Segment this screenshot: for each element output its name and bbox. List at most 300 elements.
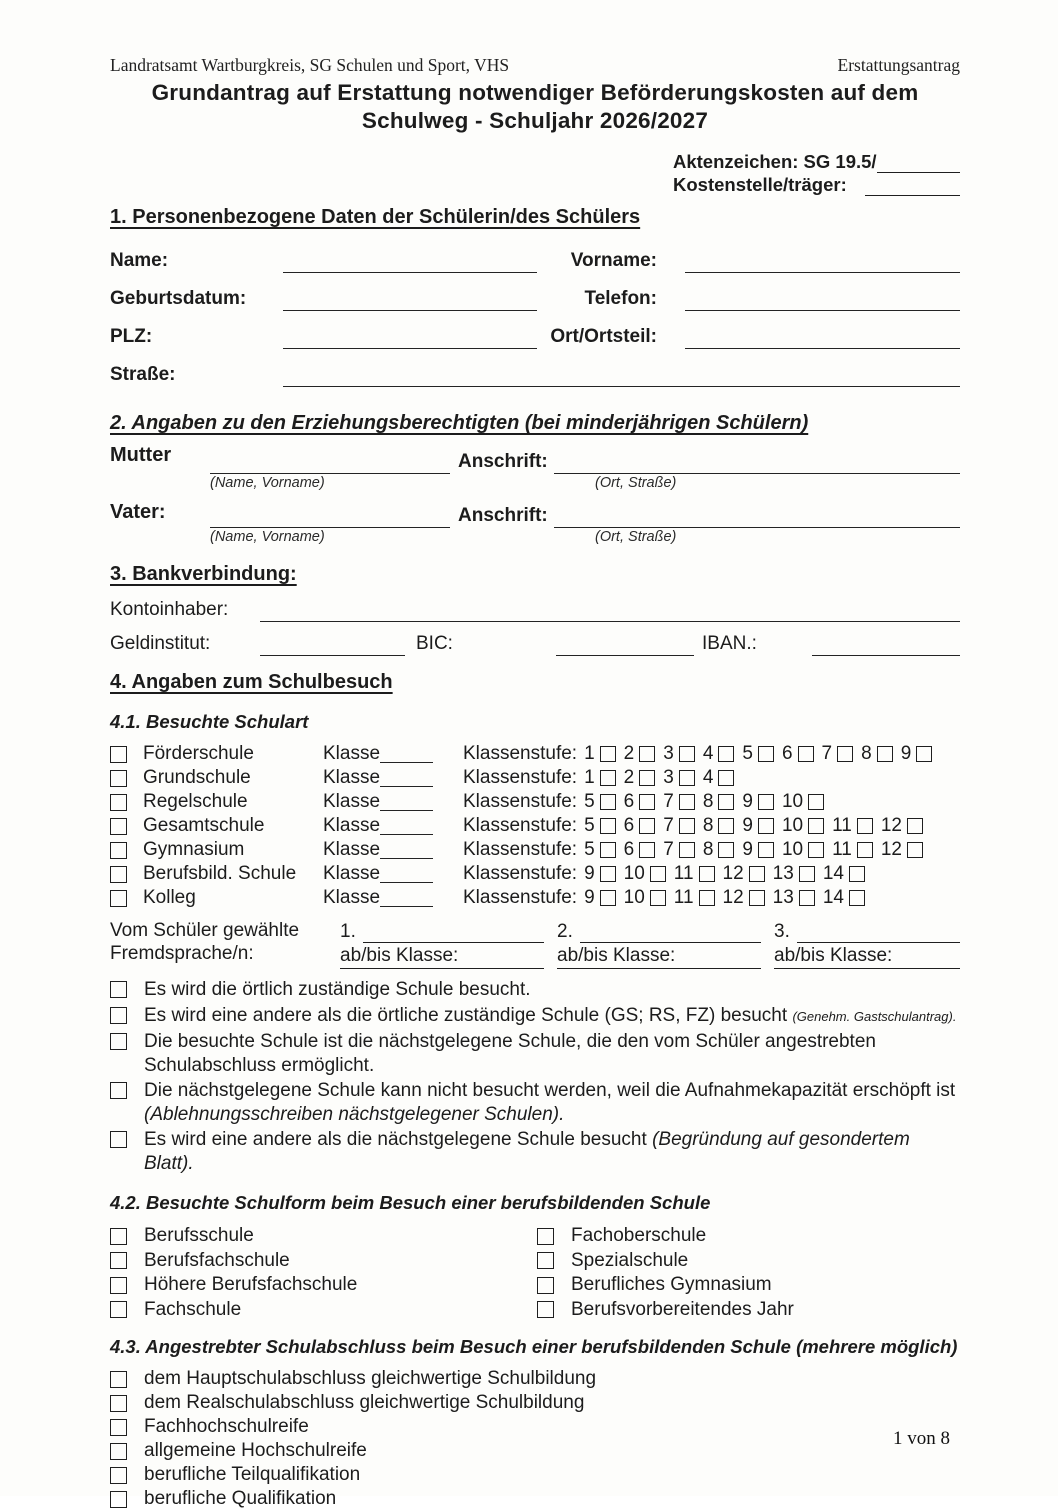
klassenstufe-checkbox[interactable] <box>639 770 655 786</box>
mutter-label: Mutter <box>110 444 172 466</box>
klassenstufe-number: 10 <box>781 839 804 860</box>
klassenstufe-options <box>584 815 931 837</box>
klassenstufe-checkbox[interactable] <box>718 794 734 810</box>
klassenstufe-option <box>624 839 656 861</box>
plz-input-line[interactable] <box>283 329 537 349</box>
klassenstufe-option <box>742 839 774 861</box>
statement-checkbox[interactable] <box>110 1007 127 1024</box>
klassenstufe-checkbox[interactable] <box>639 746 655 762</box>
klassenstufe-checkbox[interactable] <box>808 818 824 834</box>
klassenstufe-option <box>703 791 735 813</box>
klassenstufe-options <box>584 887 873 909</box>
klassenstufe-option <box>663 791 695 813</box>
klassenstufe-number: 3 <box>663 767 674 788</box>
klassenstufe-option <box>584 815 616 837</box>
schulart-row-berufsbildende-schule <box>110 862 960 886</box>
klassenstufe-label: Klassenstufe: <box>463 815 578 836</box>
statement-text: Die nächstgelegene Schule kann nicht besucht werden, weil die Aufnahmekapazität erschöpft ist <box>144 1080 956 1101</box>
schulform-checkbox[interactable] <box>537 1228 554 1245</box>
fremdsprache-number: 3. <box>774 921 790 942</box>
klassenstufe-number: 10 <box>623 863 645 884</box>
vater-row <box>110 498 960 528</box>
klassenstufe-checkbox[interactable] <box>718 770 734 786</box>
schulform-label: Berufsvorbereitendes Jahr <box>571 1298 794 1320</box>
klassenstufe-option <box>703 839 735 861</box>
klassenstufe-checkbox[interactable] <box>699 890 715 906</box>
aktenzeichen-input-line[interactable] <box>877 155 960 173</box>
letterhead-left: Landratsamt Wartburgkreis, SG Schulen und Sport, VHS <box>110 55 510 75</box>
statement-row <box>110 1128 960 1175</box>
klassenstufe-number: 8 <box>702 839 714 860</box>
klassenstufe-checkbox[interactable] <box>907 842 923 858</box>
klassenstufe-number: 5 <box>584 815 595 836</box>
schulform-row <box>537 1249 960 1274</box>
statement-row <box>110 978 960 1002</box>
klassenstufe-checkbox[interactable] <box>600 770 616 786</box>
klassenstufe-checkbox[interactable] <box>749 866 765 882</box>
ort-label: Ort/Ortsteil: <box>550 326 657 347</box>
fremdsprache-number: 2. <box>557 921 573 942</box>
geburtsdatum-label: Geburtsdatum: <box>110 288 247 309</box>
klassenstufe-number: 6 <box>623 839 635 860</box>
klassenstufe-number: 6 <box>623 791 635 812</box>
schulform-label: Fachoberschule <box>571 1225 707 1247</box>
klassenstufe-checkbox[interactable] <box>849 866 865 882</box>
statement-text: Die besuchte Schule ist die nächstgelegene Schule, die den vom Schüler angestrebten Schulabschluss ermöglicht. <box>144 1031 876 1076</box>
schulart-label: Kolleg <box>143 887 196 908</box>
schulart-checkbox[interactable] <box>110 842 127 859</box>
schulform-checkbox[interactable] <box>110 1228 127 1245</box>
statement-checkbox[interactable] <box>110 1131 127 1148</box>
klassenstufe-checkbox[interactable] <box>808 794 824 810</box>
schulform-column-left <box>110 1224 537 1322</box>
geburtsdatum-row <box>110 273 960 311</box>
klassenstufe-number: 9 <box>584 887 595 908</box>
mutter-anschrift-label: Anschrift: <box>458 451 548 472</box>
mutter-anschrift-input-line[interactable] <box>554 454 960 474</box>
klassenstufe-option <box>782 743 814 765</box>
schulform-row <box>110 1249 537 1274</box>
ort-strasse-hint: (Ort, Straße) <box>595 475 677 491</box>
statement-note: (Begründung auf gesondertem Blatt). <box>144 1129 910 1174</box>
klassenstufe-number: 11 <box>832 839 852 860</box>
klassenstufe-option <box>823 887 865 909</box>
klassenstufe-number: 11 <box>673 887 694 908</box>
schulabschluss-row <box>110 1439 960 1463</box>
ort-strasse-hint: (Ort, Straße) <box>595 529 677 545</box>
klassenstufe-options <box>584 791 832 813</box>
schulart-checkbox[interactable] <box>110 746 127 763</box>
vater-anschrift-label: Anschrift: <box>458 505 548 526</box>
schulabschluss-row <box>110 1487 960 1511</box>
schulart-checkbox[interactable] <box>110 866 127 883</box>
kostenstelle-input-line[interactable] <box>865 178 960 196</box>
klassenstufe-option <box>782 791 824 813</box>
vater-anschrift-input-line[interactable] <box>554 508 960 528</box>
schulform-label: Berufliches Gymnasium <box>571 1274 772 1296</box>
kostenstelle-row <box>673 173 960 196</box>
klassenstufe-checkbox[interactable] <box>699 866 715 882</box>
klassenstufe-number: 8 <box>861 743 872 764</box>
schulform-row <box>537 1224 960 1249</box>
strasse-row <box>110 349 960 387</box>
iban-label: IBAN.: <box>702 633 757 654</box>
kontoinhaber-label: Kontoinhaber: <box>110 599 229 620</box>
telefon-input-line[interactable] <box>685 291 960 311</box>
klasse-label: Klasse <box>323 815 381 836</box>
klassenstufe-option <box>881 815 923 837</box>
klassenstufe-label: Klassenstufe: <box>463 839 578 860</box>
schulform-checkbox[interactable] <box>537 1252 554 1269</box>
klassenstufe-number: 12 <box>722 887 744 908</box>
klassenstufe-checkbox[interactable] <box>600 794 616 810</box>
telefon-label: Telefon: <box>584 288 657 309</box>
klassenstufe-checkbox[interactable] <box>718 746 734 762</box>
geldinstitut-row <box>110 622 960 656</box>
schulform-row <box>110 1273 537 1298</box>
klasse-label: Klasse <box>323 887 381 908</box>
klassenstufe-number: 5 <box>742 743 753 764</box>
vater-hints <box>110 529 960 547</box>
klassenstufe-option <box>703 767 735 789</box>
schulform-column-right <box>537 1224 960 1322</box>
name-vorname-hint: (Name, Vorname) <box>210 529 325 545</box>
section-1-heading: 1. Personenbezogene Daten der Schülerin/des Schülers <box>110 206 641 228</box>
section-3 <box>110 563 960 656</box>
klassenstufe-number: 5 <box>584 791 595 812</box>
schulabschluss-checkbox[interactable] <box>110 1371 127 1388</box>
schulform-checkbox[interactable] <box>110 1252 127 1269</box>
schulabschluss-checkbox[interactable] <box>110 1419 127 1436</box>
statement-text: Es wird eine andere als die nächstgelegene Schule besucht <box>144 1129 647 1150</box>
klassenstufe-options <box>584 767 742 789</box>
aktenzeichen-label: Aktenzeichen: SG 19.5/ <box>673 151 877 172</box>
klasse-input-line[interactable] <box>380 797 433 811</box>
klassenstufe-option <box>742 815 774 837</box>
schulabschluss-label: berufliche Teilqualifikation <box>144 1464 361 1485</box>
klassenstufe-option <box>822 743 854 765</box>
form-title-line1: Grundantrag auf Erstattung notwendiger Beförderungskosten auf dem <box>151 80 919 105</box>
klassenstufe-checkbox[interactable] <box>639 842 655 858</box>
schulart-label: Regelschule <box>143 791 248 812</box>
klassenstufe-options <box>584 743 940 765</box>
klassenstufe-number: 5 <box>584 839 595 860</box>
klasse-input-line[interactable] <box>380 845 433 859</box>
klassenstufe-option <box>773 863 815 885</box>
schulart-label: Berufsbild. Schule <box>143 863 297 884</box>
kostenstelle-label: Kostenstelle/träger: <box>673 174 847 195</box>
schulform-checkbox[interactable] <box>110 1301 127 1318</box>
statement-checkbox[interactable] <box>110 1082 127 1099</box>
klassenstufe-number: 6 <box>623 815 635 836</box>
bic-label: BIC: <box>416 633 453 654</box>
klassenstufe-checkbox[interactable] <box>600 818 616 834</box>
vorname-input-line[interactable] <box>685 253 960 273</box>
klassenstufe-number: 9 <box>900 743 912 764</box>
klassenstufe-checkbox[interactable] <box>600 866 616 882</box>
klasse-input-line[interactable] <box>380 749 433 763</box>
schulabschluss-row <box>110 1367 960 1391</box>
schulabschluss-row <box>110 1463 960 1487</box>
klassenstufe-checkbox[interactable] <box>600 842 616 858</box>
statement-note: (Genehm. Gastschulantrag). <box>792 1008 957 1024</box>
klassenstufe-number: 8 <box>702 815 714 836</box>
klassenstufe-checkbox[interactable] <box>798 746 814 762</box>
schulform-label: Berufsfachschule <box>144 1249 290 1271</box>
klassenstufe-option <box>624 743 656 765</box>
schulart-checkbox[interactable] <box>110 890 127 907</box>
klassenstufe-checkbox[interactable] <box>679 794 695 810</box>
fremdsprache-input-line[interactable] <box>580 927 761 943</box>
schulabschluss-label: berufliche Qualifikation <box>144 1488 337 1509</box>
klassenstufe-number: 9 <box>742 815 753 836</box>
klasse-input-line[interactable] <box>380 821 433 835</box>
section-4-3-heading: 4.3. Angestrebter Schulabschluss beim Besuch einer berufsbildenden Schule (mehrere möglich) <box>110 1336 958 1357</box>
klassenstufe-option <box>773 887 815 909</box>
klassenstufe-options <box>584 839 931 861</box>
schulart-checkbox[interactable] <box>110 794 127 811</box>
klassenstufe-checkbox[interactable] <box>799 890 815 906</box>
schulart-checkbox[interactable] <box>110 818 127 835</box>
ort-input-line[interactable] <box>685 329 960 349</box>
schulform-row <box>110 1224 537 1249</box>
schulart-label: Grundschule <box>143 767 251 788</box>
klassenstufe-number: 7 <box>663 815 674 836</box>
klassenstufe-number: 10 <box>781 791 804 812</box>
schulform-row <box>537 1273 960 1298</box>
schulart-row-regelschule <box>110 790 960 814</box>
klassenstufe-option <box>584 743 616 765</box>
name-vorname-hint: (Name, Vorname) <box>210 475 325 491</box>
section-1 <box>110 206 960 387</box>
schulabschluss-checkbox[interactable] <box>110 1443 127 1460</box>
klassenstufe-checkbox[interactable] <box>808 842 824 858</box>
klassenstufe-number: 14 <box>822 887 844 908</box>
klassenstufe-option <box>624 767 656 789</box>
geburtsdatum-input-line[interactable] <box>283 291 537 311</box>
klassenstufe-number: 6 <box>781 743 793 764</box>
klassenstufe-checkbox[interactable] <box>907 818 923 834</box>
klassenstufe-checkbox[interactable] <box>857 818 873 834</box>
schulform-checkbox[interactable] <box>537 1277 554 1294</box>
schulart-label: Förderschule <box>143 743 254 764</box>
klassenstufe-checkbox[interactable] <box>639 818 655 834</box>
klassenstufe-checkbox[interactable] <box>749 890 765 906</box>
klasse-input-line[interactable] <box>380 773 433 787</box>
klassenstufe-options <box>584 863 873 885</box>
klassenstufe-option <box>881 839 923 861</box>
schulabschluss-label: Fachhochschulreife <box>144 1416 309 1437</box>
klassenstufe-option <box>674 887 715 909</box>
klassenstufe-option <box>723 863 765 885</box>
statement-checkbox[interactable] <box>110 981 127 998</box>
klassenstufe-number: 10 <box>781 815 804 836</box>
klassenstufe-checkbox[interactable] <box>650 890 666 906</box>
statement-text: Es wird eine andere als die örtliche zuständige Schule (GS; RS, FZ) besucht <box>144 1004 788 1026</box>
schulform-label: Höhere Berufsfachschule <box>144 1274 358 1296</box>
klassenstufe-checkbox[interactable] <box>758 746 774 762</box>
schulart-row-gesamtschule <box>110 814 960 838</box>
klassenstufe-number: 11 <box>673 863 694 884</box>
klasse-input-line[interactable] <box>380 893 433 907</box>
klasse-label: Klasse <box>323 791 381 812</box>
klassenstufe-option <box>782 839 824 861</box>
klassenstufe-option <box>584 863 616 885</box>
section-4 <box>110 671 960 1511</box>
klassenstufe-checkbox[interactable] <box>877 746 893 762</box>
klassenstufe-number: 14 <box>822 863 844 884</box>
klassenstufe-option <box>723 887 765 909</box>
klassenstufe-option <box>624 791 656 813</box>
schulart-row-grundschule <box>110 766 960 790</box>
klassenstufe-number: 4 <box>702 743 714 764</box>
schulabschluss-checkbox[interactable] <box>110 1395 127 1412</box>
page-number: 1 von 8 <box>893 1428 950 1449</box>
klassenstufe-checkbox[interactable] <box>600 890 616 906</box>
name-label: Name: <box>110 250 169 271</box>
klassenstufe-checkbox[interactable] <box>679 770 695 786</box>
form-title <box>110 79 960 135</box>
klassenstufe-number: 13 <box>772 887 794 908</box>
klassenstufe-checkbox[interactable] <box>857 842 873 858</box>
klassenstufe-checkbox[interactable] <box>600 746 616 762</box>
fremdsprachen-label: Vom Schüler gewählte Fremdsprache/n: <box>110 920 300 964</box>
mutter-name-input-line[interactable] <box>210 454 450 474</box>
klassenstufe-option <box>624 887 666 909</box>
klassenstufe-checkbox[interactable] <box>758 818 774 834</box>
statement-text: Es wird die örtlich zuständige Schule besucht. <box>144 979 531 1000</box>
klassenstufe-number: 2 <box>623 743 635 764</box>
kontoinhaber-input-line[interactable] <box>260 604 960 622</box>
name-input-line[interactable] <box>283 253 537 273</box>
klasse-input-line[interactable] <box>380 869 433 883</box>
klasse-label: Klasse <box>323 743 381 764</box>
klasse-label: Klasse <box>323 767 381 788</box>
klassenstufe-label: Klassenstufe: <box>463 791 578 812</box>
section-3-heading: 3. Bankverbindung: <box>110 563 297 585</box>
ab-bis-klasse-field[interactable]: ab/bis Klasse: <box>557 943 761 969</box>
klassenstufe-label: Klassenstufe: <box>463 743 578 764</box>
schulabschluss-checkbox[interactable] <box>110 1467 127 1484</box>
klassenstufe-option <box>782 815 824 837</box>
klassenstufe-number: 1 <box>584 767 595 788</box>
klassenstufe-option <box>742 791 774 813</box>
klassenstufe-checkbox[interactable] <box>718 818 734 834</box>
klassenstufe-checkbox[interactable] <box>799 866 815 882</box>
klassenstufe-option <box>663 767 695 789</box>
klassenstufe-checkbox[interactable] <box>679 746 695 762</box>
fremdsprache-number: 1. <box>340 921 356 942</box>
mutter-hints <box>110 475 960 493</box>
schulform-row <box>537 1298 960 1323</box>
fremdsprache-column-2 <box>557 919 761 969</box>
statement-row <box>110 1004 960 1029</box>
bic-input-line[interactable] <box>556 638 694 656</box>
klassenstufe-option <box>584 767 616 789</box>
vater-name-input-line[interactable] <box>210 508 450 528</box>
schulform-label: Berufsschule <box>144 1225 254 1247</box>
schulabschluss-checkbox[interactable] <box>110 1491 127 1508</box>
klassenstufe-checkbox[interactable] <box>758 842 774 858</box>
klassenstufe-number: 7 <box>663 839 674 860</box>
klassenstufe-checkbox[interactable] <box>639 794 655 810</box>
schulart-label: Gesamtschule <box>143 815 265 836</box>
klassenstufe-option <box>663 839 695 861</box>
klassenstufe-label: Klassenstufe: <box>463 863 578 884</box>
section-2 <box>110 412 960 547</box>
klassenstufe-number: 10 <box>623 887 645 908</box>
klassenstufe-checkbox[interactable] <box>650 866 666 882</box>
klassenstufe-option <box>832 839 873 861</box>
schulform-checkbox[interactable] <box>110 1277 127 1294</box>
klassenstufe-number: 11 <box>832 815 852 836</box>
plz-row <box>110 311 960 349</box>
statement-row <box>110 1079 960 1126</box>
schulabschluss-row <box>110 1391 960 1415</box>
klassenstufe-checkbox[interactable] <box>837 746 853 762</box>
fremdsprachen-block <box>110 919 960 969</box>
section-4-1-heading: 4.1. Besuchte Schulart <box>110 711 309 732</box>
klassenstufe-checkbox[interactable] <box>679 842 695 858</box>
fremdsprache-input-line[interactable] <box>363 927 544 943</box>
fremdsprache-input-line[interactable] <box>797 927 960 943</box>
iban-input-line[interactable] <box>812 638 960 656</box>
klassenstufe-checkbox[interactable] <box>718 842 734 858</box>
klassenstufe-number: 12 <box>880 815 902 836</box>
school-choice-statements <box>110 978 960 1175</box>
ab-bis-klasse-field[interactable]: ab/bis Klasse: <box>774 943 960 969</box>
strasse-label: Straße: <box>110 364 176 385</box>
schulform-columns <box>110 1224 960 1322</box>
schulart-row-foerderschule <box>110 742 960 766</box>
klassenstufe-checkbox[interactable] <box>679 818 695 834</box>
letterhead <box>110 55 960 76</box>
schulform-label: Spezialschule <box>571 1249 689 1271</box>
plz-label: PLZ: <box>110 326 153 347</box>
form-title-line2: Schulweg - Schuljahr 2026/2027 <box>361 108 709 133</box>
klassenstufe-checkbox[interactable] <box>758 794 774 810</box>
name-row <box>110 235 960 273</box>
schulabschluss-row <box>110 1415 960 1439</box>
schulabschluss-label: allgemeine Hochschulreife <box>144 1440 367 1461</box>
klassenstufe-option <box>703 815 735 837</box>
ab-bis-klasse-field[interactable]: ab/bis Klasse: <box>340 943 544 969</box>
klassenstufe-number: 9 <box>584 863 595 884</box>
klassenstufe-number: 1 <box>584 743 595 764</box>
klassenstufe-option <box>584 791 616 813</box>
vater-label: Vater: <box>110 501 166 523</box>
klassenstufe-number: 9 <box>742 791 753 812</box>
klassenstufe-option <box>823 863 865 885</box>
klassenstufe-option <box>861 743 893 765</box>
klassenstufe-checkbox[interactable] <box>916 746 932 762</box>
klassenstufe-number: 12 <box>880 839 902 860</box>
geldinstitut-label: Geldinstitut: <box>110 633 211 654</box>
statement-note: (Ablehnungsschreiben nächstgelegener Schulen). <box>144 1103 565 1125</box>
klassenstufe-checkbox[interactable] <box>849 890 865 906</box>
strasse-input-line[interactable] <box>283 367 960 387</box>
klassenstufe-option <box>703 743 735 765</box>
statement-checkbox[interactable] <box>110 1033 127 1050</box>
klassenstufe-label: Klassenstufe: <box>463 887 578 908</box>
klassenstufe-number: 13 <box>772 863 794 884</box>
schulform-checkbox[interactable] <box>537 1301 554 1318</box>
klassenstufe-option <box>832 815 873 837</box>
schulart-checkbox[interactable] <box>110 770 127 787</box>
klassenstufe-option <box>624 815 656 837</box>
schulform-label: Fachschule <box>144 1298 242 1320</box>
geldinstitut-input-line[interactable] <box>260 638 405 656</box>
